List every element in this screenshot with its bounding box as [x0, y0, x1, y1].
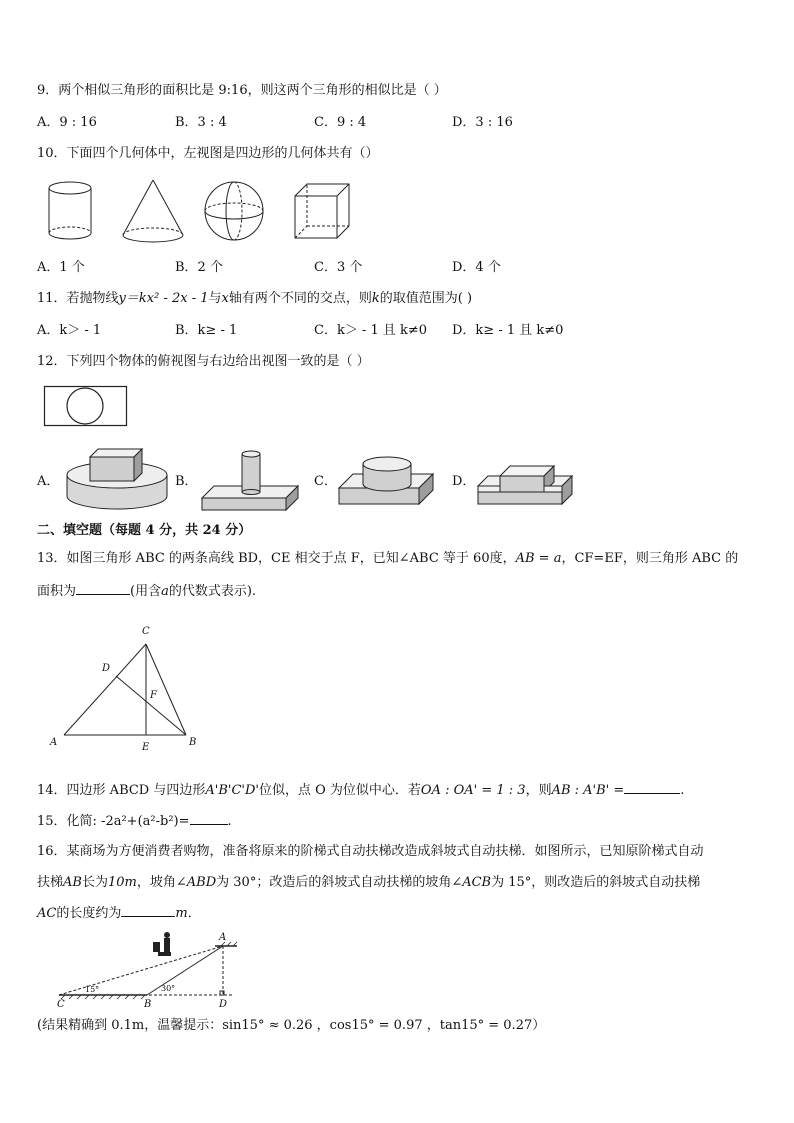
q16-unit: m: [175, 906, 188, 921]
q12-option-b-figure: [200, 448, 302, 512]
q11-stem-b: 与: [208, 291, 222, 306]
q14-text-b: 位似，点 O 为位似中心．若: [258, 783, 421, 798]
q11-k: k: [371, 291, 380, 306]
q12-option-b-label: B．: [175, 474, 198, 489]
q11-stem-c: 轴有两个不同的交点，则: [228, 291, 372, 306]
q10-option-b: B．2 个: [175, 260, 223, 275]
q9-option-c: C．9 : 4: [314, 115, 367, 130]
q10-stem: 10．下面四个几何体中，左视图是四边形的几何体共有（）: [37, 146, 379, 161]
q11-axis: x: [221, 291, 229, 306]
q12-option-d-figure: [476, 458, 578, 510]
q12-option-d-label: D．: [452, 474, 476, 489]
q16-line3-c: ．: [187, 906, 201, 921]
q16-line2: [37, 874, 700, 892]
cube-solid: [295, 184, 349, 238]
q12-option-c-label: C．: [314, 474, 337, 489]
q13-ab-a: AB = a: [515, 551, 562, 566]
q13-line2-c: 的代数式表示).: [168, 584, 257, 599]
q16-label-b: B: [144, 999, 152, 1010]
q10-option-d: D．4 个: [452, 260, 501, 275]
q13-label-d: D: [102, 663, 111, 674]
q16-line2-b: 长为: [81, 875, 108, 890]
q14-text-a: 14．四边形 ABCD 与四边形: [37, 783, 206, 798]
q14-line: [37, 781, 684, 800]
q9-stem: 9．两个相似三角形的面积比是 9:16，则这两个三角形的相似比是（ ）: [37, 83, 447, 98]
q12-given-view: [44, 386, 128, 428]
q12-option-a-figure: [64, 443, 170, 513]
q13-label-c: C: [142, 626, 150, 637]
q16-label-a: A: [219, 932, 227, 943]
q16-line3-b: 的长度约为: [56, 906, 122, 921]
q16-ab: AB: [63, 875, 82, 890]
q16-angle30-label: 30°: [161, 984, 176, 993]
q10-solids-figure: [45, 178, 365, 248]
cone-solid: [123, 180, 183, 242]
q15-text-a: 15．化简: -2a²+(a²-b²)=: [37, 814, 190, 829]
q16-angle15-label: 15°: [85, 985, 100, 994]
q13-line1: [37, 550, 738, 568]
q16-line3: [37, 904, 201, 923]
q13-label-b: B: [189, 737, 197, 748]
q14-text-d: .: [680, 783, 685, 798]
q16-angle-acb: ∠ACB: [451, 875, 492, 890]
q16-line1: 16．某商场为方便消费者购物，准备将原来的阶梯式自动扶梯改造成斜坡式自动扶梯．如图所示，已知原阶梯式自动: [37, 844, 704, 859]
q12-option-a-label: A．: [37, 474, 60, 489]
q14-ratio: OA : OA' = 1 : 3: [420, 783, 526, 798]
q10-option-c: C．3 个: [314, 260, 363, 275]
q13-var-a: a: [161, 584, 169, 599]
q13-line2-b: (用含: [130, 584, 162, 599]
q16-angle-abd: ∠ABD: [175, 875, 217, 890]
q13-line1-a: 13．如图三角形 ABC 的两条高线 BD，CE 相交于点 F，已知∠ABC 等于 60度，: [37, 551, 516, 566]
q9-option-a: A．9 : 16: [37, 115, 97, 130]
q16-escalator-figure: [55, 928, 245, 1010]
q13-triangle-figure: [40, 620, 210, 755]
q11-option-c: C．k＞ - 1 且 k≠0: [314, 323, 428, 338]
q16-line2-c: ，坡角: [136, 875, 176, 890]
q14-text-c: ，则: [525, 783, 552, 798]
q9-option-d: D．3 : 16: [452, 115, 513, 130]
q11-option-a: A．k＞ - 1: [37, 323, 102, 338]
q16-label-c: C: [57, 999, 65, 1010]
section-title: 二、填空题（每题 4 分，共 24 分）: [37, 523, 252, 538]
sphere-solid: [205, 182, 263, 240]
q16-label-d: D: [219, 999, 228, 1010]
q14-ask: AB : A'B' =: [551, 783, 625, 798]
q11-option-d: D．k≥ - 1 且 k≠0: [452, 323, 564, 338]
q16-length: 10m: [107, 875, 137, 890]
shopper-icon: [153, 932, 171, 956]
q15-text-b: .: [227, 814, 232, 829]
q15-line: [37, 812, 232, 831]
q16-note: (结果精确到 0.1m，温馨提示：sin15° ≈ 0.26 ，cos15° = 0.97 ，tan15° = 0.27）: [37, 1018, 546, 1033]
q13-answer-blank[interactable]: [76, 582, 130, 595]
q13-line1-b: ，CF=EF，则三角形 ABC 的: [561, 551, 739, 566]
q10-option-a: A．1 个: [37, 260, 85, 275]
q11-formula: y＝kx² - 2x - 1: [118, 291, 209, 306]
q13-line2-a: 面积为: [37, 584, 77, 599]
cylinder-solid: [49, 182, 91, 239]
q16-line2-e: 为 15°，则改造后的斜坡式自动扶梯: [491, 875, 701, 890]
q13-label-e: E: [142, 742, 150, 753]
q13-line2: [37, 582, 256, 601]
q9-option-b: B．3 : 4: [175, 115, 227, 130]
q11-stem-d: 的取值范围为( ): [379, 291, 473, 306]
q11-option-b: B．k≥ - 1: [175, 323, 238, 338]
q14-answer-blank[interactable]: [624, 781, 680, 794]
q16-line2-a: 扶梯: [37, 875, 64, 890]
q11-stem: [37, 290, 472, 308]
q12-option-c-figure: [337, 452, 437, 514]
q12-stem: 12．下列四个物体的俯视图与右边给出视图一致的是（ ）: [37, 354, 370, 369]
q16-answer-blank[interactable]: [121, 904, 175, 917]
q16-ac: AC: [37, 906, 57, 921]
q13-label-a: A: [50, 737, 58, 748]
q16-line2-d: 为 30°；改造后的斜坡式自动扶梯的坡角: [216, 875, 452, 890]
q11-stem-a: 11．若抛物线: [37, 291, 119, 306]
q14-quad: A'B'C'D': [205, 783, 259, 798]
q13-label-f: F: [150, 690, 157, 701]
q15-answer-blank[interactable]: [190, 812, 228, 825]
